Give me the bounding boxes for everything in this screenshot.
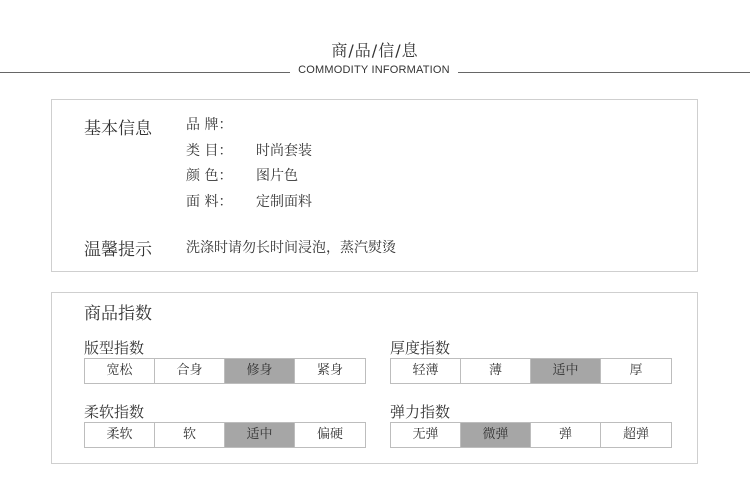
scale-option: 适中 <box>225 423 295 447</box>
info-row-category <box>186 140 312 160</box>
softness-index-title: 柔软指数 <box>84 403 145 421</box>
info-row-color <box>186 165 298 185</box>
info-key: 品 牌： <box>186 117 233 133</box>
basic-info-label: 基本信息 <box>84 119 152 139</box>
scale-option: 无弹 <box>391 423 461 447</box>
fit-index-scale <box>84 358 366 384</box>
info-key: 类 目： <box>186 143 233 159</box>
elasticity-index-title: 弹力指数 <box>390 403 451 421</box>
scale-option: 软 <box>155 423 225 447</box>
scale-option: 轻薄 <box>391 359 461 383</box>
scale-option: 柔软 <box>85 423 155 447</box>
scale-option: 合身 <box>155 359 225 383</box>
header-divider-right <box>458 72 750 73</box>
basic-info-panel <box>51 99 698 272</box>
scale-option: 超弹 <box>601 423 671 447</box>
info-value: 定制面料 <box>256 194 312 210</box>
softness-index-scale <box>84 422 366 448</box>
header-divider-left <box>0 72 290 73</box>
info-key: 颜 色： <box>186 168 233 184</box>
header-title: 商/品/信/息 <box>331 41 419 60</box>
scale-option: 微弹 <box>461 423 531 447</box>
info-row-brand <box>186 114 256 134</box>
info-value: 时尚套装 <box>256 143 312 159</box>
fit-index-title: 版型指数 <box>84 339 145 357</box>
thickness-index-scale <box>390 358 672 384</box>
scale-option: 紧身 <box>295 359 365 383</box>
scale-option: 偏硬 <box>295 423 365 447</box>
scale-option: 适中 <box>531 359 601 383</box>
info-key: 面 料： <box>186 194 233 210</box>
scale-option: 修身 <box>225 359 295 383</box>
scale-option: 薄 <box>461 359 531 383</box>
scale-option: 宽松 <box>85 359 155 383</box>
product-index-label: 商品指数 <box>84 304 152 324</box>
scale-option: 弹 <box>531 423 601 447</box>
scale-option: 厚 <box>601 359 671 383</box>
product-index-panel <box>51 292 698 464</box>
elasticity-index-scale <box>390 422 672 448</box>
commodity-info-header <box>0 38 750 83</box>
header-subtitle: COMMODITY INFORMATION <box>298 64 450 76</box>
thickness-index-title: 厚度指数 <box>390 339 451 357</box>
info-value: 图片色 <box>256 168 298 184</box>
tips-text: 洗涤时请勿长时间浸泡，蒸汽熨烫 <box>186 240 396 256</box>
tips-label: 温馨提示 <box>84 240 152 260</box>
info-row-fabric <box>186 191 312 211</box>
